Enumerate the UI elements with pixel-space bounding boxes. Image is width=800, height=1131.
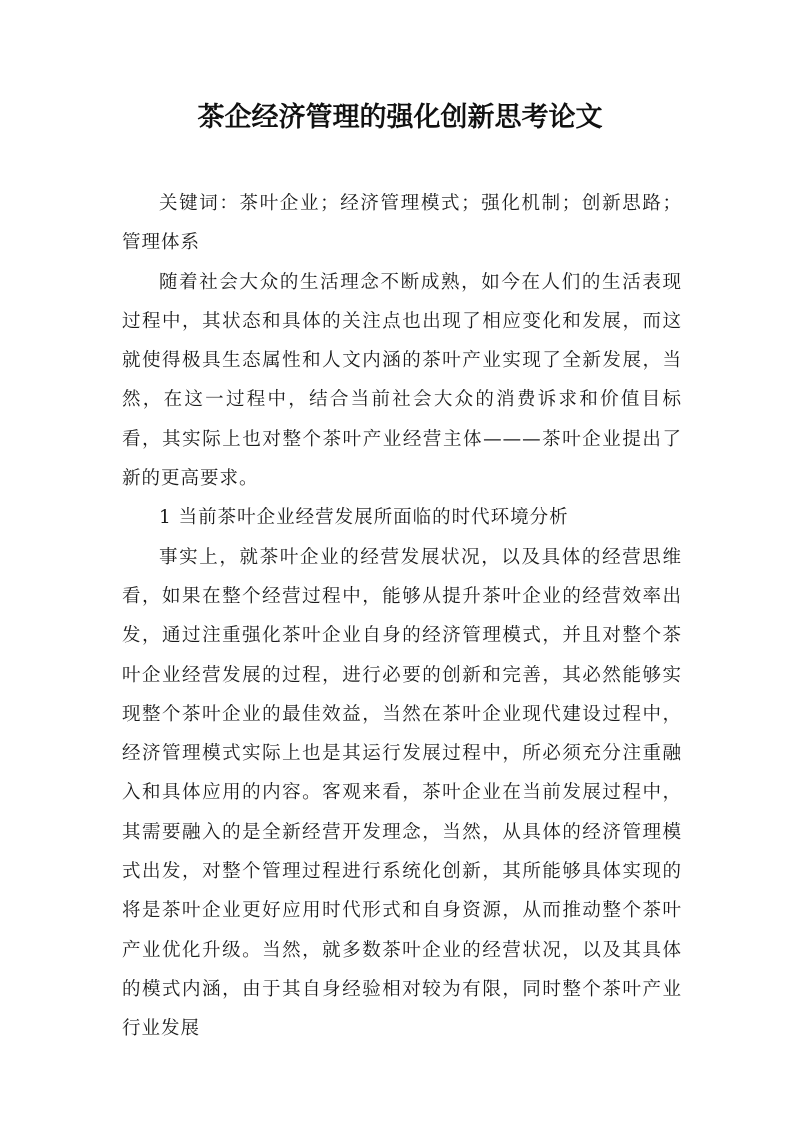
keywords-paragraph: 关键词：茶叶企业；经济管理模式；强化机制；创新思路；管理体系 — [122, 193, 682, 254]
section-heading: 1 当前茶叶企业经营发展所面临的时代环境分析 — [159, 507, 569, 529]
document-body — [122, 184, 682, 1049]
intro-paragraph: 随着社会大众的生活理念不断成熟，如今在人们的生活表现过程中，其状态和具体的关注点也出现了相应变化和发展，而这就使得极具生态属性和人文内涵的茶叶产业实现了全新发展，当然，在这一过程中，结合当前社会大众的消费诉求和价值目标看，其实际上也对整个茶叶产业经营主体———茶叶企业提出了新的更高要求。 — [122, 271, 682, 490]
document-title: 茶企经济管理的强化创新思考论文 — [197, 102, 603, 133]
section-paragraph: 事实上，就茶叶企业的经营发展状况，以及具体的经营思维看，如果在整个经营过程中，能够从提升茶叶企业的经营效率出发，通过注重强化茶叶企业自身的经济管理模式，并且对整个茶叶企业经营发展的过程，进行必要的创新和完善，其必然能够实现整个茶叶企业的最佳效益，当然在茶叶企业现代建设过程中，经济管理模式实际上也是其运行发展过程中，所必须充分注重融入和具体应用的内容。客观来看，茶叶企业在当前发展过程中，其需要融入的是全新经营开发理念，当然，从具体的经济管理模式出发，对整个管理过程进行系统化创新，其所能够具体实现的将是茶叶企业更好应用时代形式和自身资源，从而推动整个茶叶产业优化升级。当然，就多数茶叶企业的经营状况，以及其具体的模式内涵，由于其自身经验相对较为有限，同时整个茶叶产业行业发展 — [122, 546, 682, 1040]
